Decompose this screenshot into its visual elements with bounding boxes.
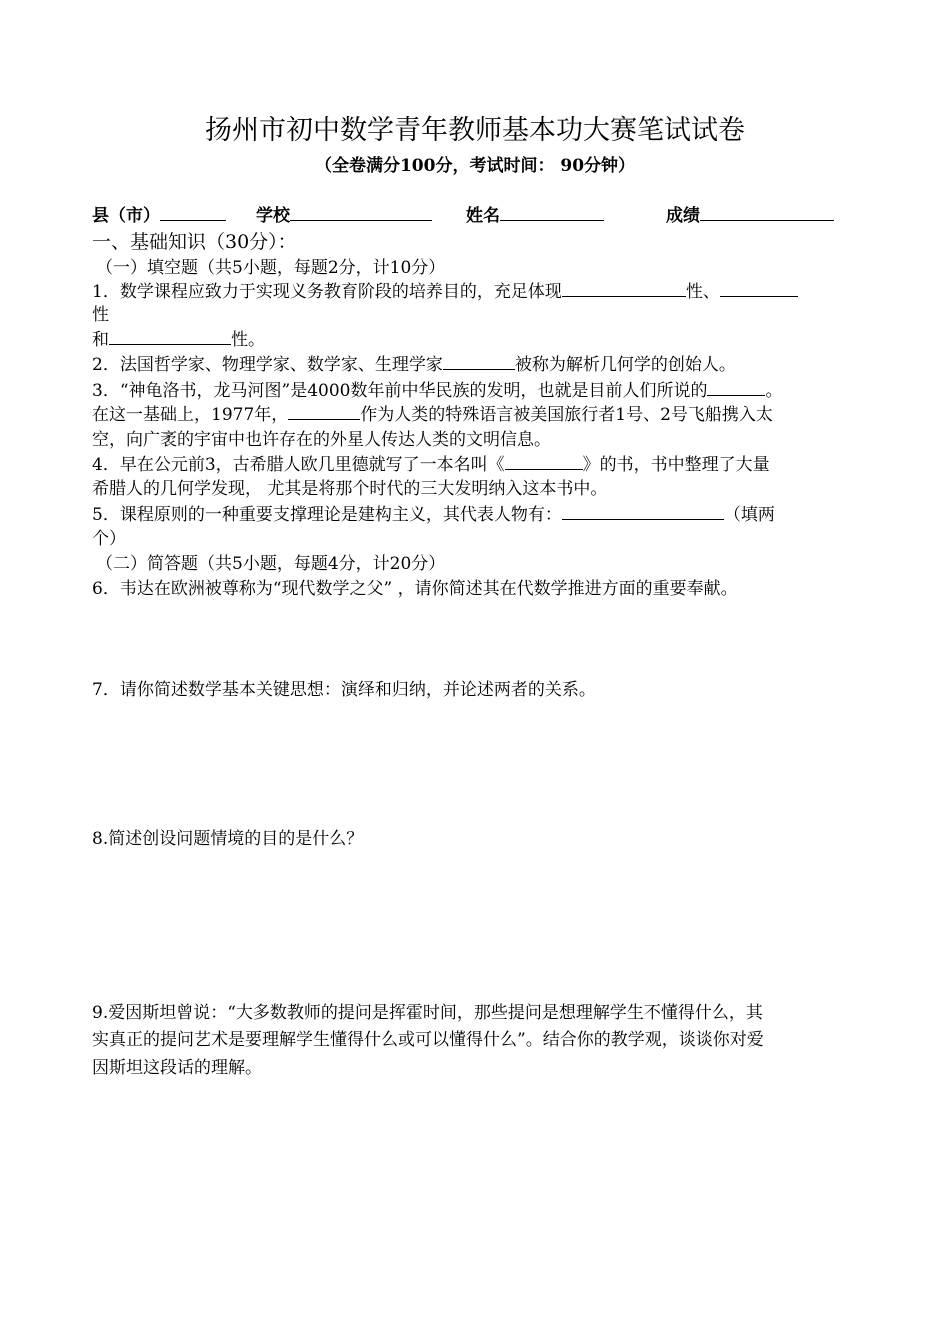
q2-blank[interactable]	[443, 352, 515, 370]
q1-blank-1[interactable]	[562, 279, 686, 297]
q5-text: 5．课程原则的一种重要支撑理论是建构主义，其代表人物有：	[92, 505, 562, 525]
q3-text-e: 空，向广袤的宇宙中也许存在的外星人传达人类的文明信息。	[92, 430, 551, 450]
part2-heading: （二）简答题（共5小题，每题4分，计20分）	[96, 554, 446, 574]
q4-blank[interactable]	[505, 452, 583, 470]
question-7: 7．请你简述数学基本关键思想：演绎和归纳，并论述两者的关系。	[92, 680, 596, 700]
question-1-cont	[92, 325, 265, 350]
q2-text: 2．法国哲学家、物理学家、数学家、生理学家	[92, 355, 443, 375]
question-5	[92, 500, 775, 525]
q5-blank[interactable]	[562, 502, 724, 520]
question-9-line-1: 9.爱因斯坦曾说：“大多数教师的提问是挥霍时间，那些提问是想理解学生不懂得什么，其	[92, 1003, 763, 1023]
score-text: 成绩	[666, 206, 700, 226]
school-blank[interactable]	[290, 203, 432, 221]
q4-text-c: 希腊人的几何学发现， 尤其是将那个时代的三大发明纳入这本书中。	[92, 479, 608, 499]
q1-text: 1．数学课程应致力于实现义务教育阶段的培养目的，充足体现	[92, 282, 562, 302]
q3-text-b: 。	[765, 381, 783, 401]
question-9-line-3: 因斯坦这段话的理解。	[92, 1058, 262, 1078]
name-text: 姓名	[466, 206, 500, 226]
question-9-line-2: 实真正的提问艺术是要理解学生懂得什么或可以懂得什么”。结合你的教学观，谈谈你对爱	[92, 1030, 764, 1050]
q1-blank-2[interactable]	[720, 279, 798, 297]
q4-text: 4．早在公元前3，古希腊人欧几里德就写了一本名叫《	[92, 455, 505, 475]
question-4	[92, 450, 770, 475]
q1-blank-3[interactable]	[109, 327, 231, 345]
q3-text-c: 在这一基础上，1977年，	[92, 405, 289, 425]
q5-text-b: （填两	[723, 505, 775, 525]
q1-text-e: 性。	[231, 330, 265, 350]
q3-blank-1[interactable]	[707, 378, 765, 396]
question-2	[92, 350, 736, 375]
score-blank[interactable]	[700, 203, 834, 221]
q1-text-d: 和	[92, 330, 109, 350]
q2-text-b: 被称为解析几何学的创始人。	[514, 355, 736, 375]
question-3-cont	[92, 400, 773, 425]
q3-text: 3．“神龟洛书，龙马河图”是4000数年前中华民族的发明，也就是目前人们所说的	[92, 381, 708, 401]
name-label	[466, 201, 604, 226]
q4-text-b: 》的书，书中整理了大量	[582, 455, 770, 475]
question-3	[92, 376, 782, 401]
part1-heading: （一）填空题（共5小题，每题2分，计10分）	[96, 258, 446, 278]
county-text: 县（市）	[92, 206, 160, 226]
q5-text-c: 个）	[92, 529, 126, 549]
exam-subtitle: （全卷满分100分，考试时间： 90分钟）	[314, 156, 636, 176]
q3-blank-2[interactable]	[288, 402, 360, 420]
question-8: 8.简述创设问题情境的目的是什么？	[92, 829, 364, 849]
exam-title: 扬州市初中数学青年教师基本功大赛笔试试卷	[205, 115, 745, 146]
county-blank[interactable]	[160, 203, 226, 221]
school-text: 学校	[256, 206, 290, 226]
score-label	[666, 201, 834, 226]
question-6: 6．韦达在欧洲被尊称为“现代数学之父” ，请你简述其在代数学推进方面的重要奉献。	[92, 579, 738, 599]
question-1	[92, 277, 798, 302]
name-blank[interactable]	[500, 203, 604, 221]
school-label	[256, 201, 432, 226]
q1-text-b: 性、	[685, 282, 720, 302]
county-label	[92, 201, 226, 226]
q3-text-d: 作为人类的特殊语言被美国旅行者1号、2号飞船携入太	[360, 405, 773, 425]
q1-text-c: 性	[92, 305, 109, 325]
section-heading: 一、基础知识（30分）：	[92, 231, 297, 253]
